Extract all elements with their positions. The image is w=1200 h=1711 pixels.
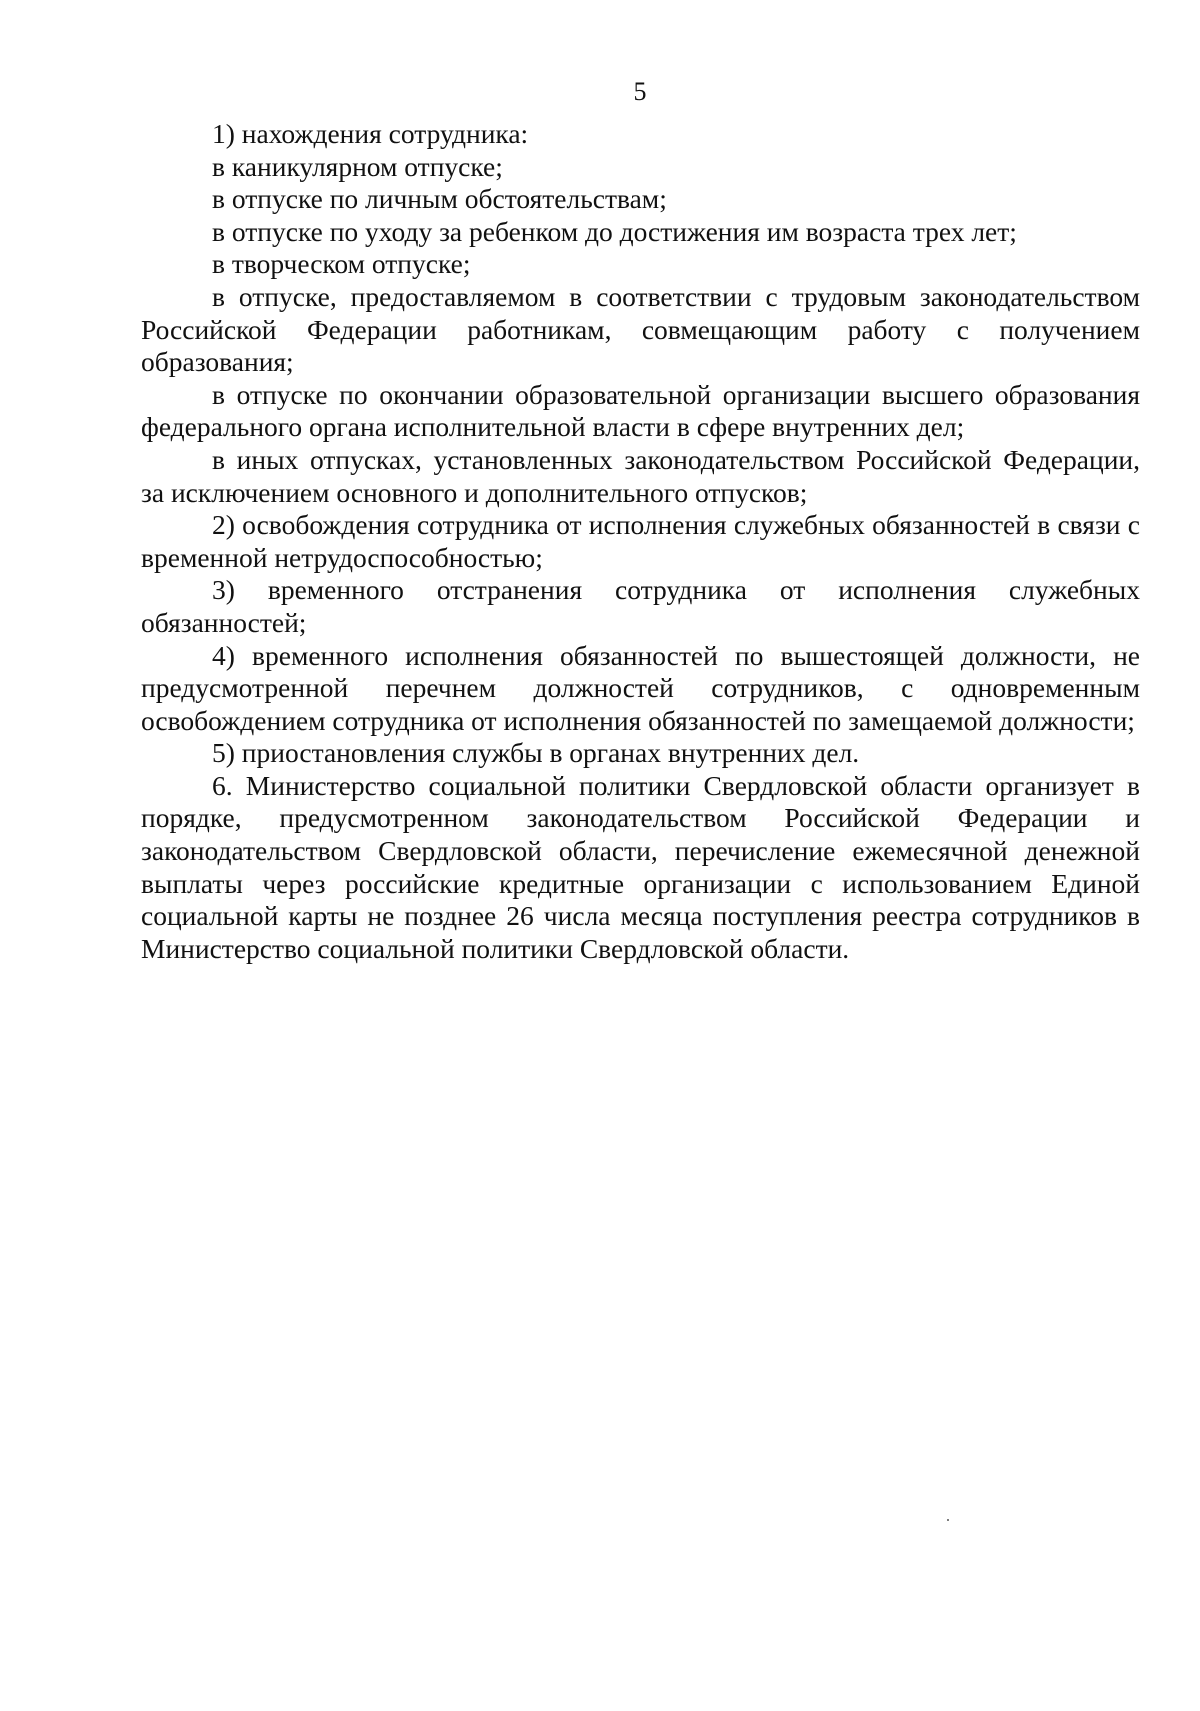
paragraph-6: в отпуске, предоставляемом в соответствии с трудовым законодательством Российской Федерации работникам, совмещающим работу с получением образования; (141, 280, 1140, 378)
paragraph-7: в отпуске по окончании образовательной организации высшего образования федерального органа исполнительной власти в сфере внутренних дел; (141, 378, 1140, 443)
page-number: 5 (633, 77, 647, 106)
paragraph-1: 1) нахождения сотрудника: (212, 118, 529, 149)
paragraph-2: в каникулярном отпуске; (212, 150, 503, 182)
document-body (141, 118, 1140, 965)
paragraph-5: в творческом отпуске; (212, 248, 471, 280)
paragraph-10: 3) временного отстранения сотрудника от исполнения служебных обязанностей; (141, 574, 1140, 638)
paragraph-9: 2) освобождения сотрудника от исполнения служебных обязанностей в связи с временной нетрудоспособностью; (141, 509, 1140, 573)
scan-speck (947, 1519, 949, 1521)
paragraph-4: в отпуске по уходу за ребенком до достижения им возраста трех лет; (212, 215, 1017, 247)
paragraph-12: 5) приостановления службы в органах внутренних дел. (212, 737, 860, 769)
paragraph-8: в иных отпусках, установленных законодательством Российской Федерации, за исключением основного и дополнительного отпусков; (141, 443, 1140, 508)
paragraph-13: 6. Министерство социальной политики Свердловской области организует в порядке, предусмотренном законодательством Российской Федерации и законодательством Свердловской области, перечисление ежемесячной денежной выплаты через российские кредитные организации с использованием Единой социальной карты не позднее 26 числа месяца поступления реестра сотрудников в Министерство социальной политики Свердловской области. (141, 769, 1140, 964)
paragraph-11: 4) временного исполнения обязанностей по вышестоящей должности, не предусмотренной перечнем должностей сотрудников, с одновременным освобождением сотрудника от исполнения обязанностей по замещаемой должности; (141, 639, 1140, 736)
paragraph-3: в отпуске по личным обстоятельствам; (212, 183, 667, 215)
